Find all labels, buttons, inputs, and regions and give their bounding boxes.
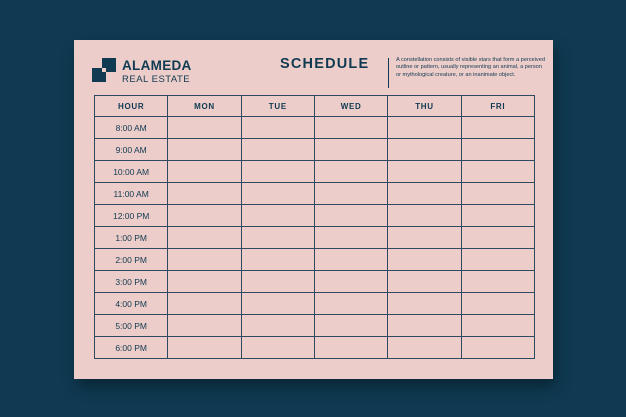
schedule-cell[interactable] [241,161,314,183]
schedule-cell[interactable] [388,315,461,337]
schedule-cell[interactable] [168,139,241,161]
table-row [95,183,535,205]
schedule-cell[interactable] [461,139,534,161]
schedule-cell[interactable] [314,139,387,161]
schedule-cell[interactable] [241,227,314,249]
schedule-cell[interactable] [388,227,461,249]
schedule-cell[interactable] [314,337,387,359]
schedule-cell[interactable] [168,161,241,183]
schedule-cell[interactable] [314,117,387,139]
table-row [95,315,535,337]
hour-cell: 3:00 PM [95,271,168,293]
page-title: SCHEDULE [280,56,370,72]
hour-cell: 5:00 PM [95,315,168,337]
brand [122,59,192,85]
schedule-table [94,95,535,359]
hour-cell: 12:00 PM [95,205,168,227]
schedule-cell[interactable] [461,271,534,293]
schedule-cell[interactable] [241,337,314,359]
schedule-cell[interactable] [241,183,314,205]
schedule-cell[interactable] [241,117,314,139]
schedule-cell[interactable] [168,227,241,249]
hour-cell: 1:00 PM [95,227,168,249]
schedule-cell[interactable] [241,205,314,227]
schedule-cell[interactable] [461,183,534,205]
schedule-cell[interactable] [461,315,534,337]
hour-cell: 9:00 AM [95,139,168,161]
brand-logo-icon [92,58,120,86]
schedule-cell[interactable] [388,293,461,315]
table-row [95,205,535,227]
schedule-cell[interactable] [168,205,241,227]
schedule-cell[interactable] [168,337,241,359]
table-row [95,293,535,315]
table-row [95,227,535,249]
schedule-cell[interactable] [388,271,461,293]
col-header-fri: FRI [461,96,534,117]
schedule-cell[interactable] [241,315,314,337]
schedule-cell[interactable] [168,249,241,271]
schedule-cell[interactable] [314,315,387,337]
table-row [95,271,535,293]
schedule-cell[interactable] [461,161,534,183]
schedule-cell[interactable] [241,293,314,315]
schedule-cell[interactable] [168,117,241,139]
schedule-cell[interactable] [241,139,314,161]
schedule-cell[interactable] [388,249,461,271]
col-header-wed: WED [314,96,387,117]
schedule-cell[interactable] [388,183,461,205]
schedule-body [95,117,535,359]
col-header-hour: HOUR [95,96,168,117]
schedule-cell[interactable] [314,293,387,315]
schedule-cell[interactable] [314,205,387,227]
description-text: A constellation consists of visible stars that form a perceived outline or pattern, usually representing an animal, a person or mythological creature, or an inanimate object. [396,57,545,78]
schedule-cell[interactable] [314,161,387,183]
schedule-cell[interactable] [461,337,534,359]
hour-cell: 10:00 AM [95,161,168,183]
hour-cell: 8:00 AM [95,117,168,139]
schedule-cell[interactable] [461,205,534,227]
schedule-cell[interactable] [168,271,241,293]
schedule-cell[interactable] [168,183,241,205]
schedule-cell[interactable] [168,315,241,337]
schedule-cell[interactable] [314,183,387,205]
col-header-thu: THU [388,96,461,117]
schedule-cell[interactable] [241,271,314,293]
hour-cell: 2:00 PM [95,249,168,271]
schedule-cell[interactable] [461,249,534,271]
schedule-cell[interactable] [461,227,534,249]
schedule-cell[interactable] [168,293,241,315]
schedule-cell[interactable] [388,139,461,161]
schedule-cell[interactable] [314,271,387,293]
hour-cell: 11:00 AM [95,183,168,205]
title-divider [388,58,389,88]
schedule-cell[interactable] [461,117,534,139]
schedule-cell[interactable] [388,161,461,183]
header-row [95,96,535,117]
schedule-cell[interactable] [388,337,461,359]
brand-subtitle: REAL ESTATE [122,74,191,85]
table-row [95,249,535,271]
col-header-mon: MON [168,96,241,117]
hour-cell: 4:00 PM [95,293,168,315]
table-row [95,161,535,183]
schedule-cell[interactable] [314,227,387,249]
schedule-cell[interactable] [314,249,387,271]
schedule-cell[interactable] [241,249,314,271]
col-header-tue: TUE [241,96,314,117]
brand-name: ALAMEDA [122,58,192,73]
schedule-cell[interactable] [461,293,534,315]
table-row [95,337,535,359]
schedule-sheet [74,40,553,379]
schedule-cell[interactable] [388,205,461,227]
hour-cell: 6:00 PM [95,337,168,359]
schedule-cell[interactable] [388,117,461,139]
table-row [95,139,535,161]
table-row [95,117,535,139]
